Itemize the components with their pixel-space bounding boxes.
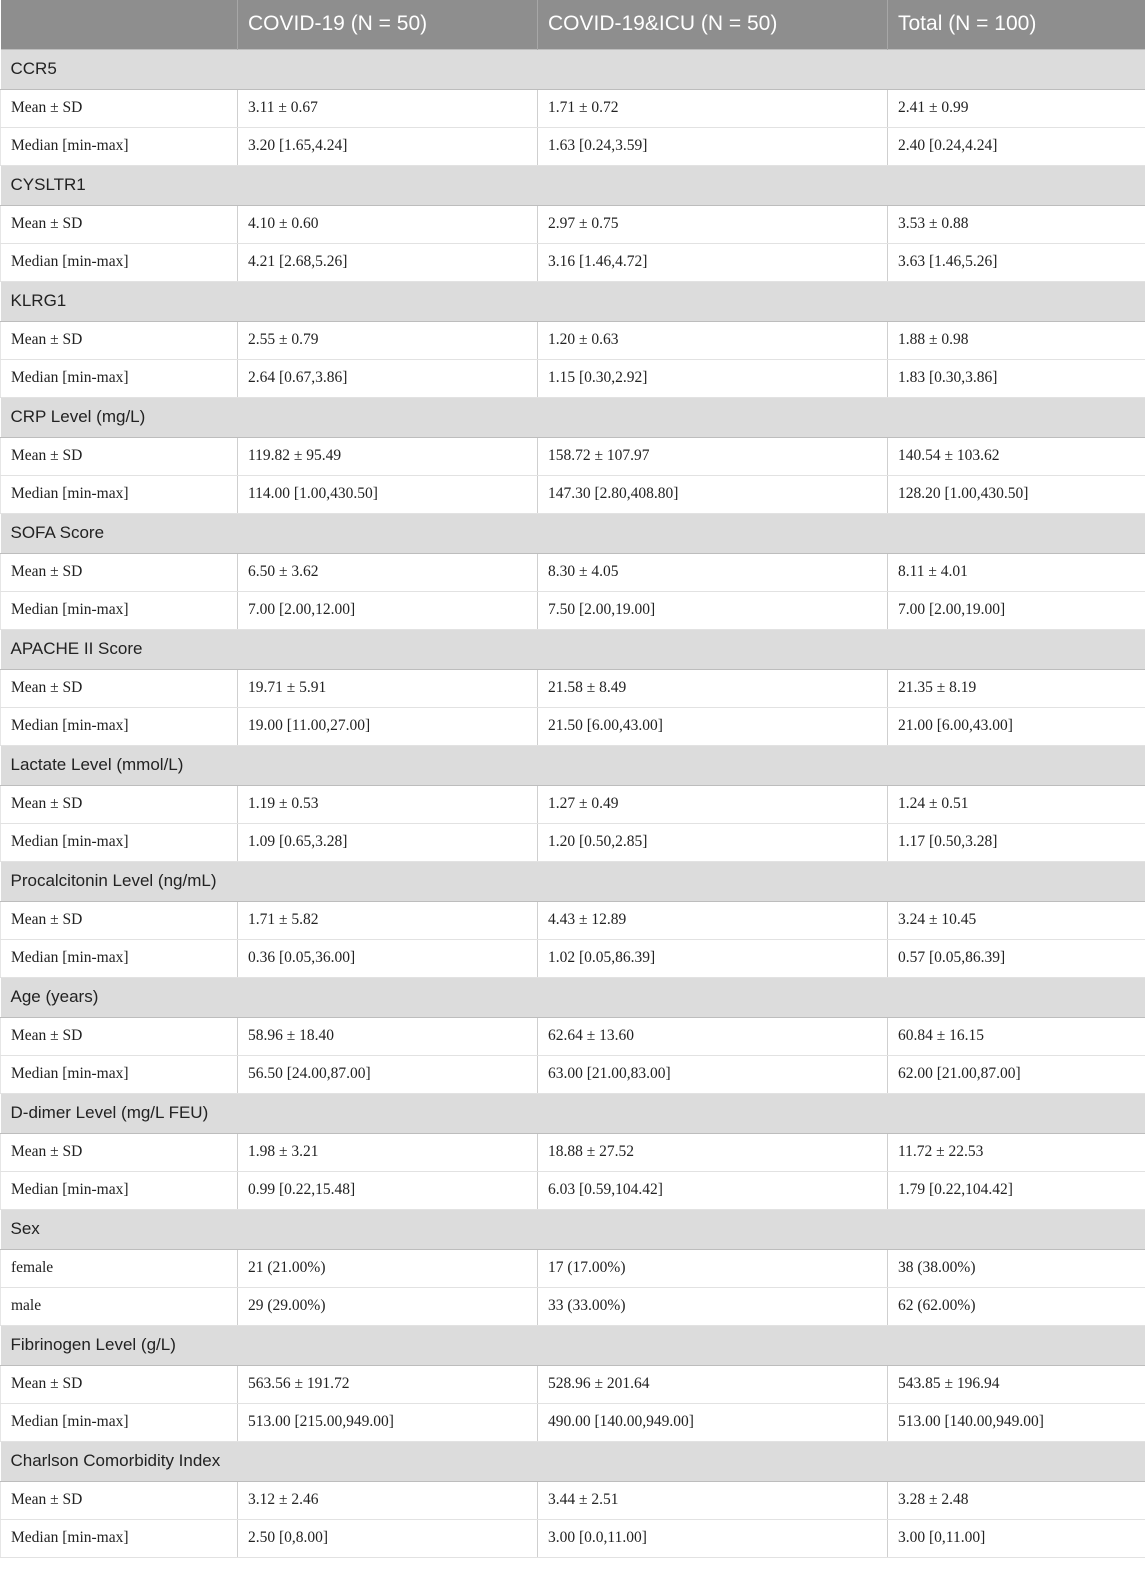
section-title: Charlson Comorbidity Index bbox=[1, 1441, 1145, 1481]
total-value: 128.20 [1.00,430.50] bbox=[888, 475, 1145, 513]
section-title: Sex bbox=[1, 1209, 1145, 1249]
table-row bbox=[1, 707, 1145, 745]
header-cell-covid-icu: COVID-19&ICU (N = 50) bbox=[538, 0, 888, 49]
covid-value: 56.50 [24.00,87.00] bbox=[238, 1055, 538, 1093]
covid-value: 2.64 [0.67,3.86] bbox=[238, 359, 538, 397]
table-row bbox=[1, 89, 1145, 127]
table-row bbox=[1, 205, 1145, 243]
covid-icu-value: 490.00 [140.00,949.00] bbox=[538, 1403, 888, 1441]
row-label: Mean ± SD bbox=[1, 205, 238, 243]
table-row bbox=[1, 1017, 1145, 1055]
total-value: 1.83 [0.30,3.86] bbox=[888, 359, 1145, 397]
covid-value: 3.12 ± 2.46 bbox=[238, 1481, 538, 1519]
covid-icu-value: 63.00 [21.00,83.00] bbox=[538, 1055, 888, 1093]
covid-icu-value: 2.97 ± 0.75 bbox=[538, 205, 888, 243]
covid-icu-value: 21.58 ± 8.49 bbox=[538, 669, 888, 707]
row-label: male bbox=[1, 1287, 238, 1325]
section-title: CRP Level (mg/L) bbox=[1, 397, 1145, 437]
covid-value: 3.20 [1.65,4.24] bbox=[238, 127, 538, 165]
total-value: 543.85 ± 196.94 bbox=[888, 1365, 1145, 1403]
table-row bbox=[1, 1171, 1145, 1209]
table-row bbox=[1, 553, 1145, 591]
row-label: Median [min-max] bbox=[1, 823, 238, 861]
section-title: Procalcitonin Level (ng/mL) bbox=[1, 861, 1145, 901]
table-row bbox=[1, 475, 1145, 513]
row-label: Mean ± SD bbox=[1, 669, 238, 707]
table-row bbox=[1, 1365, 1145, 1403]
section-title: Lactate Level (mmol/L) bbox=[1, 745, 1145, 785]
row-label: Mean ± SD bbox=[1, 1133, 238, 1171]
covid-icu-value: 1.15 [0.30,2.92] bbox=[538, 359, 888, 397]
total-value: 21.35 ± 8.19 bbox=[888, 669, 1145, 707]
row-label: Median [min-max] bbox=[1, 475, 238, 513]
table-row bbox=[1, 1403, 1145, 1441]
covid-value: 4.10 ± 0.60 bbox=[238, 205, 538, 243]
covid-icu-value: 1.63 [0.24,3.59] bbox=[538, 127, 888, 165]
covid-icu-value: 158.72 ± 107.97 bbox=[538, 437, 888, 475]
section-title: CYSLTR1 bbox=[1, 165, 1145, 205]
table-row bbox=[1, 1519, 1145, 1557]
covid-value: 2.55 ± 0.79 bbox=[238, 321, 538, 359]
total-value: 3.00 [0,11.00] bbox=[888, 1519, 1145, 1557]
covid-value: 1.19 ± 0.53 bbox=[238, 785, 538, 823]
table-row bbox=[1, 901, 1145, 939]
total-value: 513.00 [140.00,949.00] bbox=[888, 1403, 1145, 1441]
total-value: 21.00 [6.00,43.00] bbox=[888, 707, 1145, 745]
covid-icu-value: 4.43 ± 12.89 bbox=[538, 901, 888, 939]
row-label: Mean ± SD bbox=[1, 1365, 238, 1403]
total-value: 1.24 ± 0.51 bbox=[888, 785, 1145, 823]
row-label: female bbox=[1, 1249, 238, 1287]
covid-icu-value: 62.64 ± 13.60 bbox=[538, 1017, 888, 1055]
covid-icu-value: 33 (33.00%) bbox=[538, 1287, 888, 1325]
header-row bbox=[1, 0, 1145, 49]
row-label: Mean ± SD bbox=[1, 553, 238, 591]
table-row bbox=[1, 669, 1145, 707]
covid-icu-value: 3.44 ± 2.51 bbox=[538, 1481, 888, 1519]
covid-icu-value: 528.96 ± 201.64 bbox=[538, 1365, 888, 1403]
row-label: Mean ± SD bbox=[1, 321, 238, 359]
table-row bbox=[1, 939, 1145, 977]
row-label: Median [min-max] bbox=[1, 1055, 238, 1093]
section-header-row bbox=[1, 1325, 1145, 1365]
covid-icu-value: 17 (17.00%) bbox=[538, 1249, 888, 1287]
row-label: Median [min-max] bbox=[1, 939, 238, 977]
covid-value: 0.99 [0.22,15.48] bbox=[238, 1171, 538, 1209]
covid-value: 0.36 [0.05,36.00] bbox=[238, 939, 538, 977]
total-value: 2.40 [0.24,4.24] bbox=[888, 127, 1145, 165]
section-header-row bbox=[1, 1093, 1145, 1133]
total-value: 3.24 ± 10.45 bbox=[888, 901, 1145, 939]
covid-value: 513.00 [215.00,949.00] bbox=[238, 1403, 538, 1441]
covid-icu-value: 1.02 [0.05,86.39] bbox=[538, 939, 888, 977]
section-header-row bbox=[1, 281, 1145, 321]
section-header-row bbox=[1, 1209, 1145, 1249]
total-value: 8.11 ± 4.01 bbox=[888, 553, 1145, 591]
table-row bbox=[1, 823, 1145, 861]
total-value: 62.00 [21.00,87.00] bbox=[888, 1055, 1145, 1093]
row-label: Median [min-max] bbox=[1, 707, 238, 745]
row-label: Median [min-max] bbox=[1, 127, 238, 165]
section-title: APACHE II Score bbox=[1, 629, 1145, 669]
total-value: 38 (38.00%) bbox=[888, 1249, 1145, 1287]
total-value: 62 (62.00%) bbox=[888, 1287, 1145, 1325]
covid-value: 2.50 [0,8.00] bbox=[238, 1519, 538, 1557]
covid-icu-value: 1.20 [0.50,2.85] bbox=[538, 823, 888, 861]
covid-value: 1.71 ± 5.82 bbox=[238, 901, 538, 939]
total-value: 11.72 ± 22.53 bbox=[888, 1133, 1145, 1171]
total-value: 3.63 [1.46,5.26] bbox=[888, 243, 1145, 281]
row-label: Median [min-max] bbox=[1, 359, 238, 397]
covid-value: 1.09 [0.65,3.28] bbox=[238, 823, 538, 861]
section-title: Fibrinogen Level (g/L) bbox=[1, 1325, 1145, 1365]
covid-icu-value: 7.50 [2.00,19.00] bbox=[538, 591, 888, 629]
header-cell-covid: COVID-19 (N = 50) bbox=[238, 0, 538, 49]
table-body bbox=[1, 49, 1145, 1557]
section-header-row bbox=[1, 861, 1145, 901]
row-label: Median [min-max] bbox=[1, 591, 238, 629]
row-label: Mean ± SD bbox=[1, 1017, 238, 1055]
table-row bbox=[1, 1055, 1145, 1093]
covid-value: 19.71 ± 5.91 bbox=[238, 669, 538, 707]
section-header-row bbox=[1, 629, 1145, 669]
section-title: D-dimer Level (mg/L FEU) bbox=[1, 1093, 1145, 1133]
covid-value: 6.50 ± 3.62 bbox=[238, 553, 538, 591]
section-header-row bbox=[1, 977, 1145, 1017]
total-value: 140.54 ± 103.62 bbox=[888, 437, 1145, 475]
row-label: Median [min-max] bbox=[1, 1403, 238, 1441]
table-row bbox=[1, 127, 1145, 165]
total-value: 1.17 [0.50,3.28] bbox=[888, 823, 1145, 861]
covid-icu-value: 1.20 ± 0.63 bbox=[538, 321, 888, 359]
row-label: Mean ± SD bbox=[1, 1481, 238, 1519]
covid-icu-value: 1.27 ± 0.49 bbox=[538, 785, 888, 823]
covid-value: 119.82 ± 95.49 bbox=[238, 437, 538, 475]
row-label: Median [min-max] bbox=[1, 1171, 238, 1209]
covid-icu-value: 6.03 [0.59,104.42] bbox=[538, 1171, 888, 1209]
section-header-row bbox=[1, 49, 1145, 89]
section-title: Age (years) bbox=[1, 977, 1145, 1017]
row-label: Mean ± SD bbox=[1, 89, 238, 127]
section-header-row bbox=[1, 745, 1145, 785]
table-row bbox=[1, 591, 1145, 629]
table-row bbox=[1, 437, 1145, 475]
table-row bbox=[1, 1287, 1145, 1325]
covid-value: 19.00 [11.00,27.00] bbox=[238, 707, 538, 745]
covid-icu-value: 21.50 [6.00,43.00] bbox=[538, 707, 888, 745]
header-cell-total: Total (N = 100) bbox=[888, 0, 1145, 49]
covid-value: 21 (21.00%) bbox=[238, 1249, 538, 1287]
covid-value: 4.21 [2.68,5.26] bbox=[238, 243, 538, 281]
section-header-row bbox=[1, 513, 1145, 553]
row-label: Mean ± SD bbox=[1, 901, 238, 939]
table-row bbox=[1, 1249, 1145, 1287]
table-row bbox=[1, 321, 1145, 359]
total-value: 3.53 ± 0.88 bbox=[888, 205, 1145, 243]
covid-value: 3.11 ± 0.67 bbox=[238, 89, 538, 127]
covid-icu-value: 8.30 ± 4.05 bbox=[538, 553, 888, 591]
row-label: Median [min-max] bbox=[1, 243, 238, 281]
covid-icu-value: 3.00 [0.0,11.00] bbox=[538, 1519, 888, 1557]
covid-icu-value: 3.16 [1.46,4.72] bbox=[538, 243, 888, 281]
covid-value: 29 (29.00%) bbox=[238, 1287, 538, 1325]
covid-value: 1.98 ± 3.21 bbox=[238, 1133, 538, 1171]
total-value: 2.41 ± 0.99 bbox=[888, 89, 1145, 127]
covid-icu-value: 1.71 ± 0.72 bbox=[538, 89, 888, 127]
table-row bbox=[1, 359, 1145, 397]
section-header-row bbox=[1, 165, 1145, 205]
total-value: 7.00 [2.00,19.00] bbox=[888, 591, 1145, 629]
section-title: SOFA Score bbox=[1, 513, 1145, 553]
total-value: 1.88 ± 0.98 bbox=[888, 321, 1145, 359]
total-value: 3.28 ± 2.48 bbox=[888, 1481, 1145, 1519]
section-title: KLRG1 bbox=[1, 281, 1145, 321]
covid-icu-value: 18.88 ± 27.52 bbox=[538, 1133, 888, 1171]
table-row bbox=[1, 785, 1145, 823]
covid-value: 58.96 ± 18.40 bbox=[238, 1017, 538, 1055]
covid-value: 563.56 ± 191.72 bbox=[238, 1365, 538, 1403]
total-value: 1.79 [0.22,104.42] bbox=[888, 1171, 1145, 1209]
row-label: Mean ± SD bbox=[1, 437, 238, 475]
covid-value: 114.00 [1.00,430.50] bbox=[238, 475, 538, 513]
covid-icu-value: 147.30 [2.80,408.80] bbox=[538, 475, 888, 513]
total-value: 0.57 [0.05,86.39] bbox=[888, 939, 1145, 977]
row-label: Median [min-max] bbox=[1, 1519, 238, 1557]
section-title: CCR5 bbox=[1, 49, 1145, 89]
header-cell-variable bbox=[1, 0, 238, 49]
row-label: Mean ± SD bbox=[1, 785, 238, 823]
section-header-row bbox=[1, 397, 1145, 437]
table-row bbox=[1, 1133, 1145, 1171]
table-row bbox=[1, 243, 1145, 281]
table-header bbox=[1, 0, 1145, 49]
total-value: 60.84 ± 16.15 bbox=[888, 1017, 1145, 1055]
covid-value: 7.00 [2.00,12.00] bbox=[238, 591, 538, 629]
section-header-row bbox=[1, 1441, 1145, 1481]
table-row bbox=[1, 1481, 1145, 1519]
